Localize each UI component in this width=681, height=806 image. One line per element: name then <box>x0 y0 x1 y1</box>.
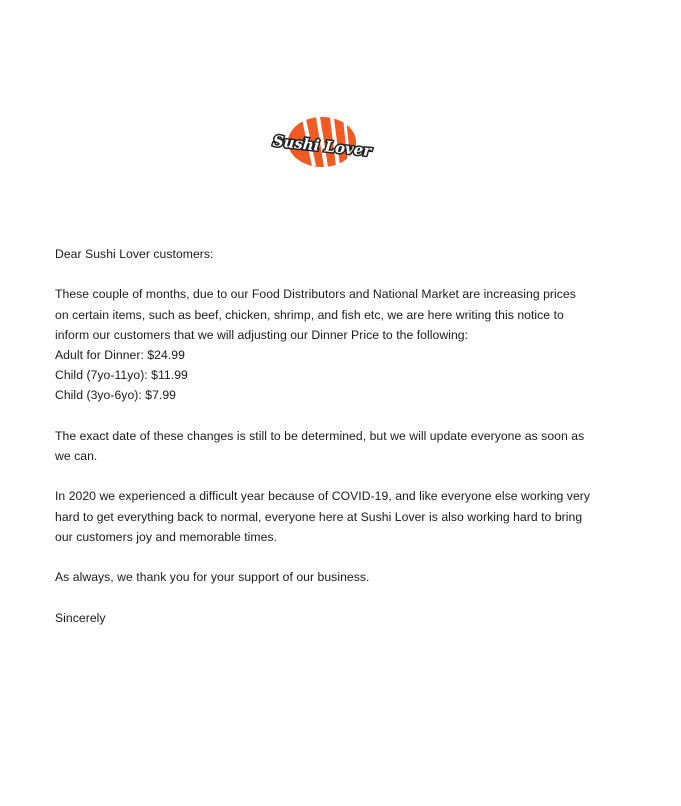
letter-body <box>55 244 615 628</box>
paragraph-2-line-1: The exact date of these changes is still to be determined, but we will update everyone as soon as <box>55 428 585 443</box>
price-child-3-6: Child (3yo-6yo): $7.99 <box>55 388 177 403</box>
paragraph-1-line-1: These couple of months, due to our Food Distributors and National Market are increasing prices <box>55 287 576 302</box>
paragraph-4: As always, we thank you for your support of our business. <box>55 570 370 585</box>
paragraph-3-line-2: hard to get everything back to normal, everyone here at Sushi Lover is also working hard to bring <box>55 509 583 524</box>
price-child-7-11: Child (7yo-11yo): $11.99 <box>55 368 188 383</box>
paragraph-1-line-2: on certain items, such as beef, chicken, shrimp, and fish etc, we are here writing this notice to <box>55 307 564 322</box>
sushi-lover-logo <box>270 114 374 170</box>
logo-text: Sushi Lover <box>271 131 373 161</box>
paragraph-2-line-2: we can. <box>55 449 98 463</box>
sushi-fish-icon <box>270 114 374 170</box>
paragraph-3-line-3: our customers joy and memorable times. <box>55 529 278 544</box>
closing: Sincerely <box>55 610 106 625</box>
price-adult-dinner: Adult for Dinner: $24.99 <box>55 348 185 362</box>
paragraph-3-line-1: In 2020 we experienced a difficult year because of COVID-19, and like everyone else working very <box>55 489 591 504</box>
paragraph-1-line-3: inform our customers that we will adjusting our Dinner Price to the following: <box>55 327 469 342</box>
greeting: Dear Sushi Lover customers: <box>55 247 214 261</box>
